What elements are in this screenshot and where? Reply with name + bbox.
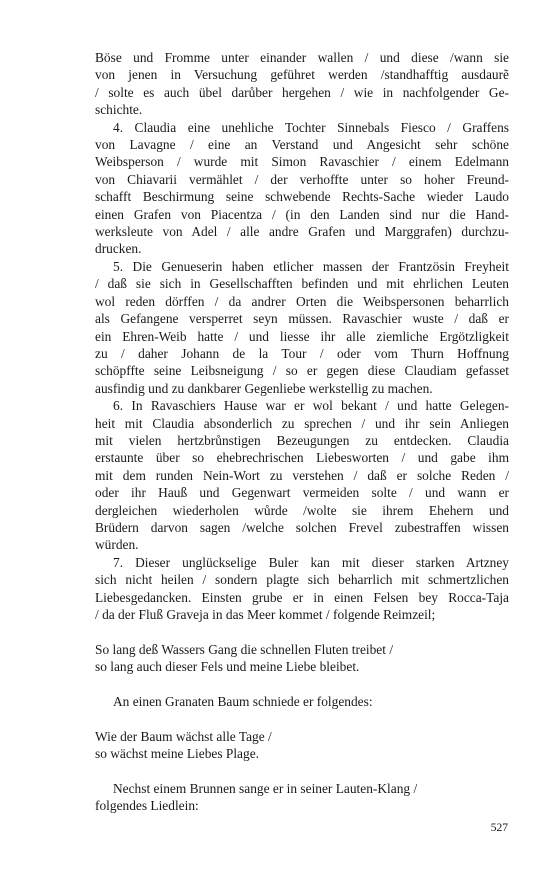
spacer <box>95 763 509 780</box>
intro-granate <box>95 693 509 710</box>
text-line: schichte. <box>95 102 143 118</box>
verse-line: so wächst meine Liebes Plage. <box>95 746 259 762</box>
text-line: Weibsperson / wurde mit Simon Ravaschier / einem Edelmann <box>95 154 509 170</box>
spacer <box>95 710 509 727</box>
text-line: / daß sie sich in Gesellschafften befinden und mit ehrlichen Leuten <box>95 276 509 292</box>
text-line: werksleute von Adel / alle andre Grafen und Marggrafen) durchzu- <box>95 224 509 240</box>
text-line: von Lavagne / eine an Verstand und Angesicht sehr schöne <box>95 137 509 153</box>
verse-line: So lang deß Wassers Gang die schnellen Fluten treibet / <box>95 641 394 657</box>
text-line: einen Grafen von Piacentza / (in den Landen sind nur die Hand- <box>95 206 509 222</box>
intro-line: folgendes Liedlein: <box>95 798 199 814</box>
text-line: von Chiavarii vermählet / der verhoffte unter so hoher Freund- <box>95 171 509 187</box>
text-line: dergleichen wiederholen wůrde /wolte sie ihrem Ehehern und <box>95 502 509 518</box>
paragraph-continuation <box>95 49 509 119</box>
text-line: heit mit Claudia absonderlich zu sprechen / und ihr sein Anliegen <box>95 415 509 431</box>
page-number: 527 <box>490 822 508 834</box>
text-line: schöpffte seine Leibsneigung / so er gegen diese Claudiam gefasset <box>95 363 509 379</box>
paragraph-6 <box>95 397 509 554</box>
page-text <box>95 49 509 815</box>
text-line: drucken. <box>95 241 142 257</box>
text-line: oder ihr Hauß und Gegenwart vermeiden solte / und wann er <box>95 485 509 501</box>
text-line: 4. Claudia eine unehliche Tochter Sinnebals Fiesco / Graffens <box>113 119 509 135</box>
text-line: ausfindig und zu dankbarer Gegenliebe werkstellig zu machen. <box>95 380 433 396</box>
text-line: schafft Beschirmung seine schwebende Rechts-Sache wieder Laudo <box>95 189 509 205</box>
text-line: Brüdern darvon sagen /welche solchen Frevel zubestraffen wissen <box>95 519 509 535</box>
verse-line: Wie der Baum wächst alle Tage / <box>95 728 272 744</box>
text-line: als Gefangene versperret seyn müssen. Ravaschier wuste / daß er <box>95 311 509 327</box>
text-line: 5. Die Genueserin haben etlicher massen der Frantzösin Freyheit <box>113 258 509 274</box>
verse-2 <box>95 728 509 763</box>
paragraph-7 <box>95 554 509 624</box>
text-line: mit vielen hertzbrůnstigen Bezeugungen zu entdecken. Claudia <box>95 432 509 448</box>
text-line: / da der Fluß Graveja in das Meer kommet / folgende Reimzeil; <box>95 607 436 622</box>
paragraph-5 <box>95 258 509 397</box>
verse-line: so lang auch dieser Fels und meine Liebe bleibet. <box>95 659 360 675</box>
text-line: Böse und Fromme unter einander wallen / und diese /wann sie <box>95 50 509 65</box>
intro-line: An einen Granaten Baum schniede er folgendes: <box>113 694 373 709</box>
text-line: ein Ehren-Weib hatte / und liesse ihr alle ziemliche Ergötzligkeit <box>95 328 509 344</box>
text-line: wol reden dörffen / da andrer Orten die Weibspersonen beharrlich <box>95 293 509 309</box>
text-line: würden. <box>95 537 139 553</box>
text-line: 6. In Ravaschiers Hause war er wol bekant / und hatte Gelegen- <box>113 398 509 414</box>
intro-brunnen <box>95 780 509 815</box>
intro-line: Nechst einem Brunnen sange er in seiner Lauten-Klang / <box>113 781 418 796</box>
text-line: 7. Dieser unglückselige Buler kan mit dieser starken Artzney <box>113 554 509 570</box>
text-line: sich nicht heilen / sondern plagte sich beharrlich mit schmertzlichen <box>95 572 509 588</box>
text-line: von jenen in Versuchung geführet werden /standhafftig ausdaurẽ <box>95 67 509 83</box>
text-line: zu / daher Johann de la Tour / oder vom Thurn Hoffnung <box>95 345 509 361</box>
text-line: / solte es auch übel darůber hergehen / wie in nachfolgender Ge- <box>95 84 509 100</box>
text-line: erstaunte über so ehebrechrischen Liebesworten / und gabe ihm <box>95 450 509 466</box>
text-line: mit dem runden Nein-Wort zu verstehen / daß er solche Reden / <box>95 467 509 483</box>
spacer <box>95 676 509 693</box>
paragraph-4 <box>95 119 509 258</box>
spacer <box>95 623 509 640</box>
text-line: Liebesgedancken. Einsten grube er in einen Felsen bey Rocca-Taja <box>95 589 509 605</box>
verse-1 <box>95 641 509 676</box>
